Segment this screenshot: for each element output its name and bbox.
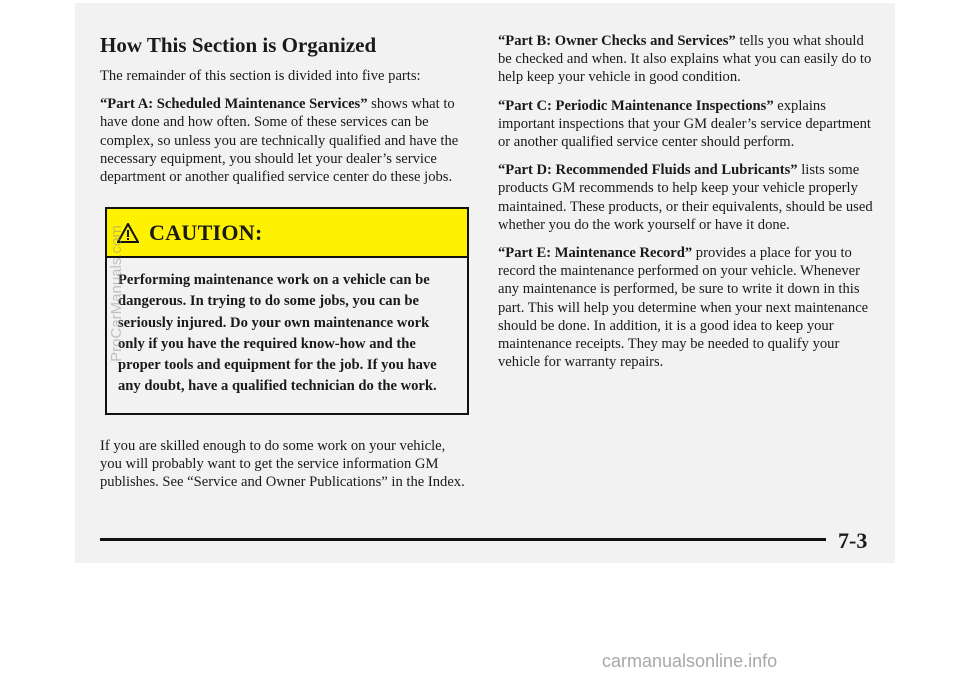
side-watermark-text: ProCarManuals.com [108,225,125,362]
part-d-paragraph [498,161,878,234]
side-watermark [108,215,128,385]
page-number: 7-3 [838,528,868,553]
part-b-paragraph [498,32,878,87]
part-a-paragraph [100,95,465,186]
right-column [498,32,878,381]
caution-header [107,209,467,258]
part-a-text: shows what to have done and how often. Some of these services can be complex, so unless you are technically qualified and have the necessary equipment, you should let your dealer’s service department or another qualified service center do these jobs. [100,96,459,186]
part-b-label: “Part B: Owner Checks and Services” [498,33,736,49]
closing-paragraph-wrap [100,437,465,502]
part-e-text: provides a place for you to record the maintenance performed on your vehicle. Whenever any maintenance is performed, be sure to write it down in this part. This will help you determine when your next maintenance should be done. In addition, it is a good idea to keep your maintenance receipts. They may be needed to qualify your vehicle for warranty repairs. [498,245,869,371]
part-d-text: lists some products GM recommends to help keep your vehicle properly maintained. These products, or their equivalents, should be used whether you do the work yourself or have it done. [498,162,873,233]
part-e-paragraph [498,244,878,371]
caution-box [105,207,469,415]
part-c-label: “Part C: Periodic Maintenance Inspections” [498,97,774,114]
caution-text: Performing maintenance work on a vehicle can be dangerous. In trying to do some jobs, you can be seriously injured. Do your own maintenance work only if you have the required know-how and the proper tools and equipment for the job. If you have any doubt, have a qualified technician do the work. [118,272,437,395]
part-c-text: explains important inspections that your GM dealer’s service department or another qualified service center should perform. [498,97,871,151]
footer-rule [100,538,826,541]
part-a-label: “Part A: Scheduled Maintenance Services” [100,96,368,113]
closing-paragraph: If you are skilled enough to do some work on your vehicle, you will probably want to get the service information GM publishes. See “Service and Owner Publications” in the Index. [100,438,465,491]
part-c-paragraph [498,97,878,152]
intro-paragraph: The remainder of this section is divided into five parts: [100,68,421,84]
section-title: How This Section is Organized [100,33,377,57]
left-column [100,32,465,196]
part-b-text: tells you what should be checked and when. It also explains what you can easily do to help keep your vehicle in good condition. [498,33,872,86]
part-d-label: “Part D: Recommended Fluids and Lubricants” [498,162,798,179]
caution-title: CAUTION: [149,219,263,245]
bottom-watermark: carmanualsonline.info [602,651,778,671]
part-e-label: “Part E: Maintenance Record” [498,245,693,262]
